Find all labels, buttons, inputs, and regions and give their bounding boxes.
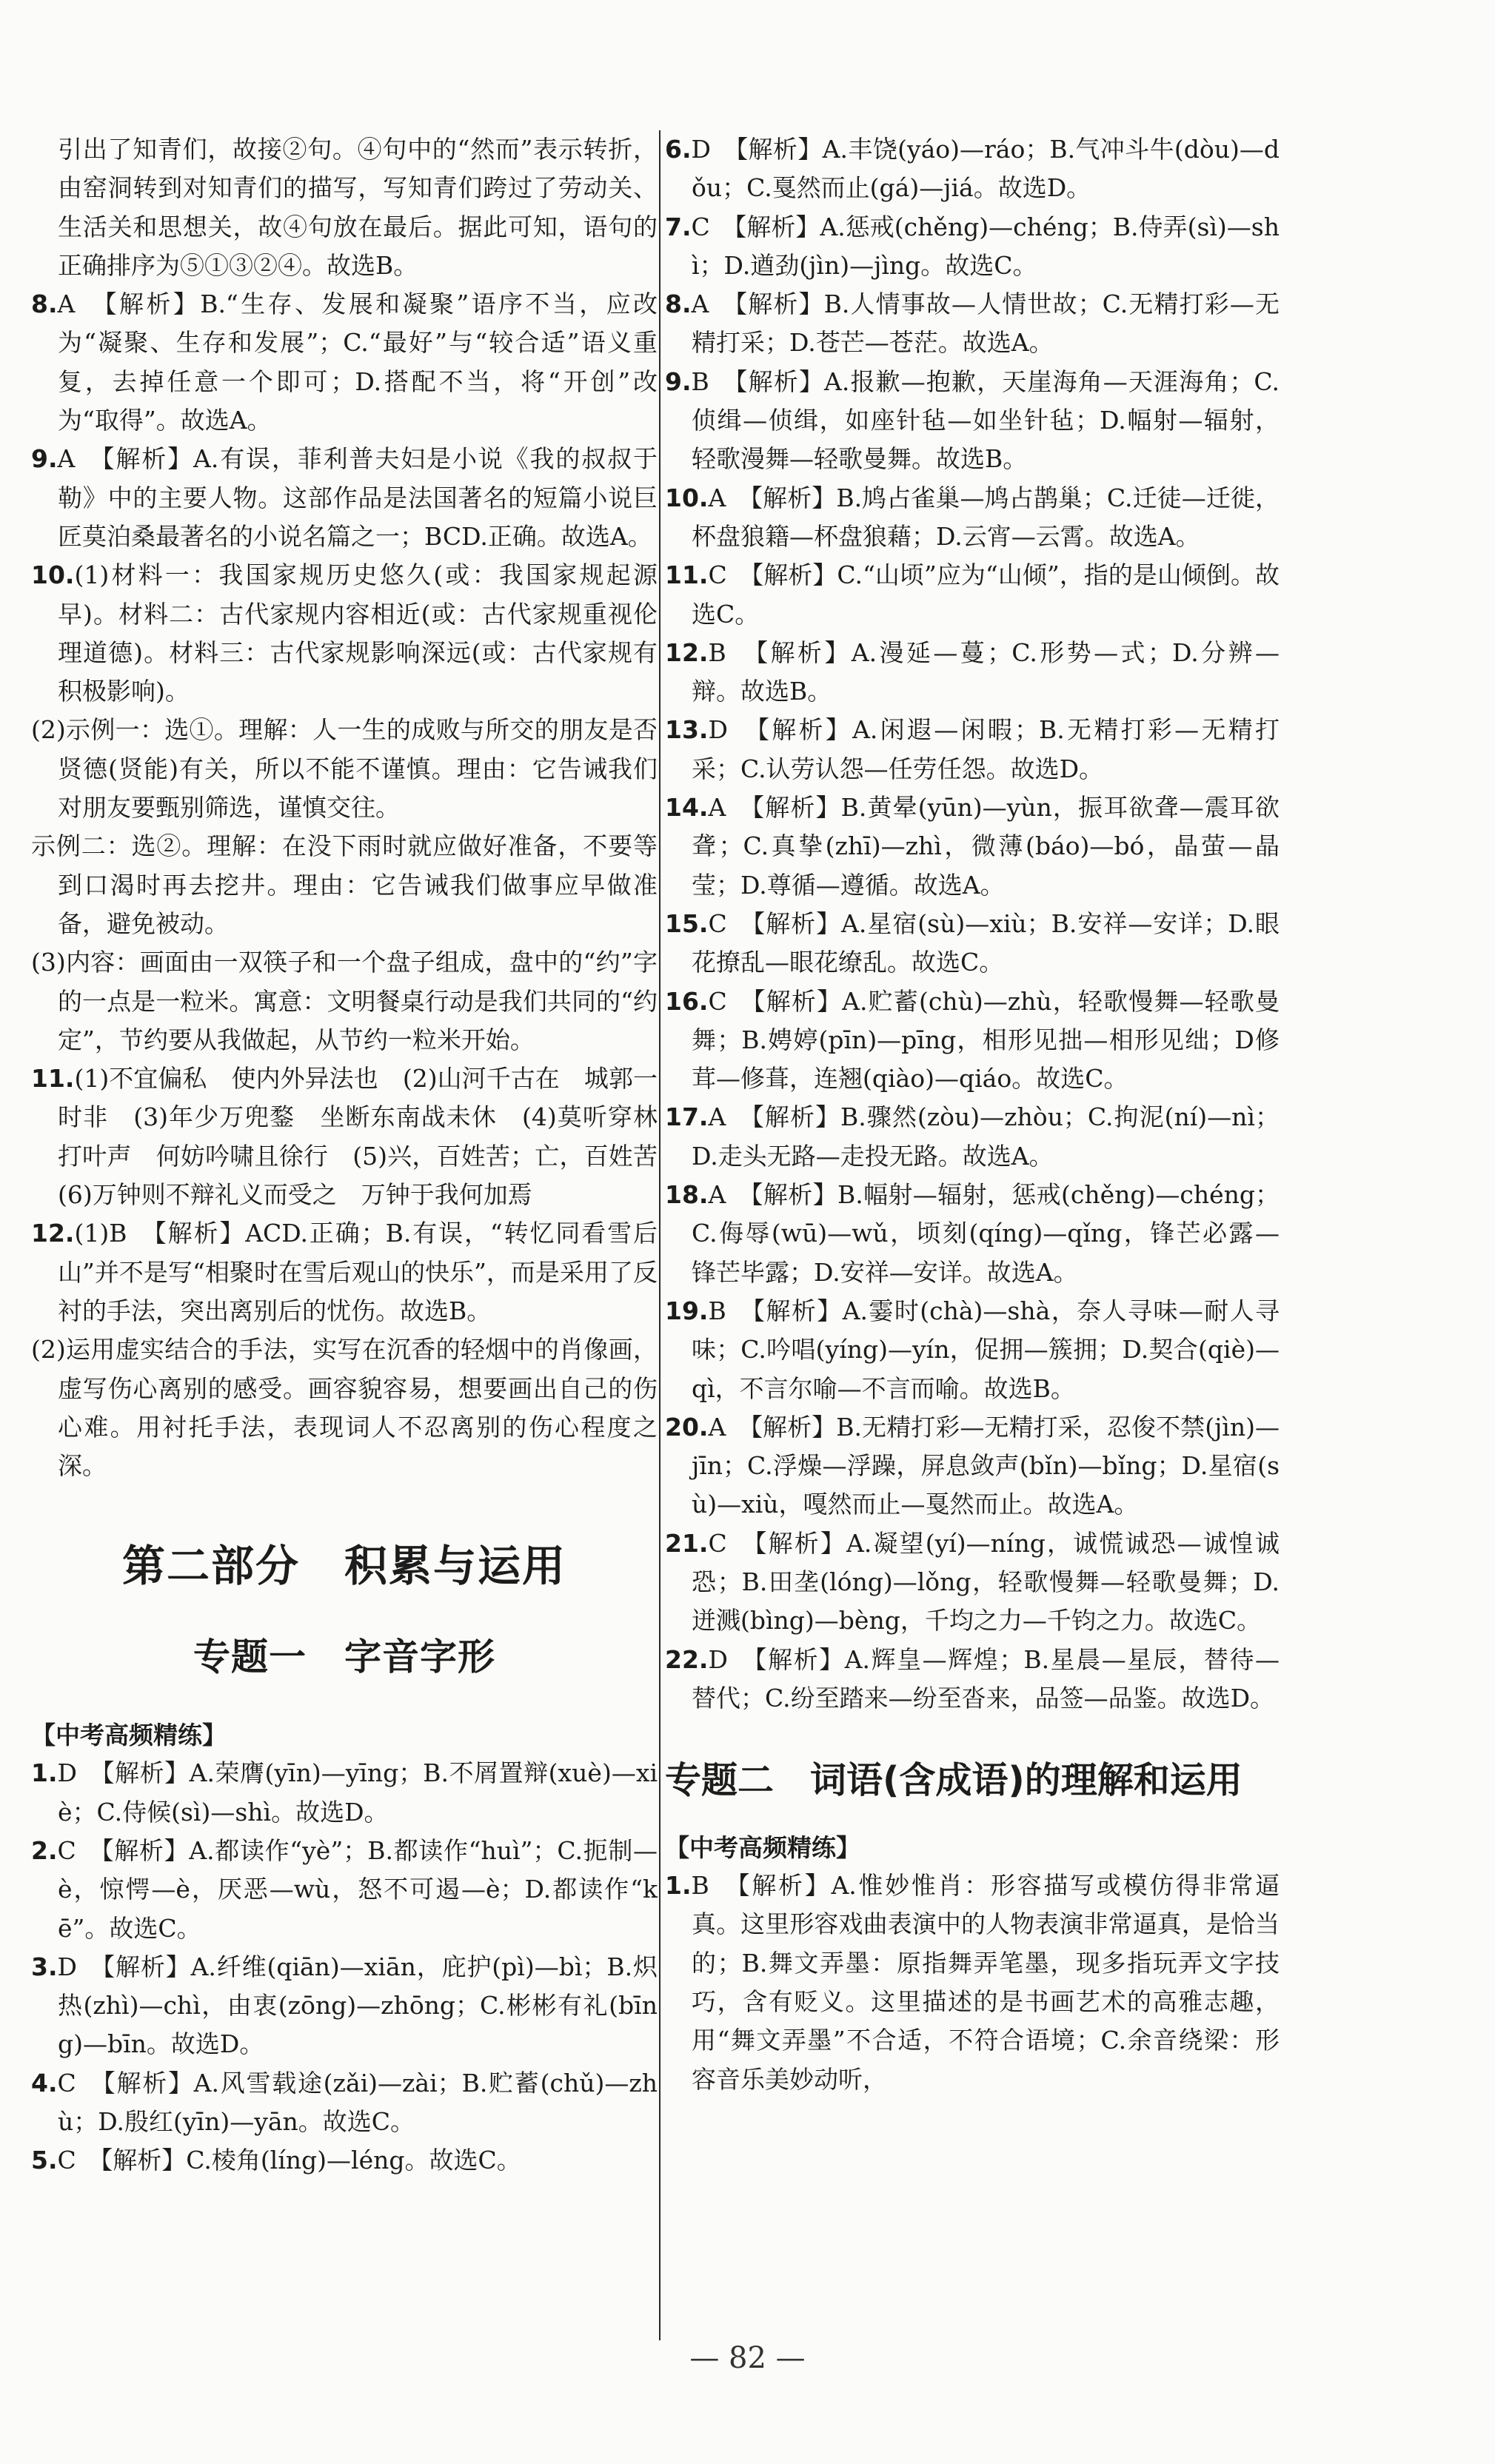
page-number: — 82 — xyxy=(689,2341,806,2375)
answer-item xyxy=(665,130,1280,208)
item-text: 示例二：选②。理解：在没下雨时就应做好准备，不要等到口渴时再去挖井。理由：它告诫我们做事应早做准备，避免被动。 xyxy=(31,831,658,938)
item-number: 18. xyxy=(665,1180,709,1210)
item-number: 1. xyxy=(665,1871,692,1901)
item-number: 14. xyxy=(665,793,709,823)
item-text: C 【解析】A.惩戒(chěng)—chéng；B.侍弄(sì)—shì；D.遒劲(jìn)—jìng。故选C。 xyxy=(691,212,1280,280)
item-text: C 【解析】C.“山顷”应为“山倾”，指的是山倾倒。故选C。 xyxy=(692,560,1280,629)
item-text: (1)材料一：我国家规历史悠久(或：我国家规起源早)。材料二：古代家规内容相近(或：古代家规重视伦理道德)。材料三：古代家规影响深远(或：古代家规有积极影响)。 xyxy=(58,560,658,706)
item-text: B 【解析】A.漫延—蔓；C.形势—式；D.分辨—辩。故选B。 xyxy=(692,637,1280,706)
item-number: 7. xyxy=(665,212,692,241)
right-answer-list xyxy=(665,130,1280,1718)
item-text: D 【解析】A.丰饶(yáo)—ráo；B.气冲斗牛(dòu)—dǒu；C.戛然而止(gá)—jiá。故选D。 xyxy=(691,135,1280,203)
item-number: 19. xyxy=(665,1296,709,1325)
item-text: A 【解析】B.鸠占雀巢—鸠占鹊巢；C.迁徒—迁徙，杯盘狼籍—杯盘狼藉；D.云宵—云霄。故选A。 xyxy=(692,483,1280,551)
item-text: B 【解析】A.报歉—抱歉，天崖海角—天涯海角；C.侦缉—侦缉，如座针毡—如坐针毡；D.幅射—辐射，轻歌漫舞—轻歌曼舞。故选B。 xyxy=(691,366,1280,474)
right-column xyxy=(665,130,1280,2099)
item-number: 21. xyxy=(665,1528,709,1558)
section-tag-2: 【中考高频精练】 xyxy=(665,1833,860,1863)
item-number: 4. xyxy=(31,2068,58,2098)
answer-item xyxy=(31,1330,658,1485)
item-text: B 【解析】A.霎时(chà)—shà，奈人寻味—耐人寻味；C.吟唱(yíng)—yín，促拥—簇拥；D.契合(qiè)—qì，不言尔喻—不言而喻。故选B。 xyxy=(692,1296,1280,1403)
right-answer-list-2 xyxy=(665,1867,1280,2099)
item-text: B 【解析】A.惟妙惟肖：形容描写或模仿得非常逼真。这里形容戏曲表演中的人物表演非常逼真，是恰当的；B.舞文弄墨：原指舞弄笔墨，现多指玩弄文字技巧，含有贬义。这里描述的是书画艺术的高雅志趣，用“舞文弄墨”不合适，不符合语境；C.余音绕梁：形容音乐美妙动听， xyxy=(691,1871,1280,2094)
item-number: 15. xyxy=(665,908,709,938)
item-text: C 【解析】A.凝望(yí)—níng，诚慌诚恐—诚惶诚恐；B.田垄(lóng)—lǒng，轻歌慢舞—轻歌曼舞；D.迸溅(bìng)—bèng，千均之力—千钧之力。故选C。 xyxy=(692,1528,1280,1636)
answer-item xyxy=(31,2141,658,2180)
answer-item xyxy=(31,1059,682,1214)
item-number: 6. xyxy=(665,135,692,164)
item-text: C 【解析】C.棱角(líng)—léng。故选C。 xyxy=(57,2146,521,2175)
item-text: A 【解析】B.黄晕(yūn)—yùn，振耳欲聋—震耳欲聋；C.真挚(zhī)—zhì，微薄(báo)—bó，晶萤—晶莹；D.尊循—遵循。故选A。 xyxy=(692,793,1280,900)
answer-item xyxy=(31,1754,658,1832)
answer-item xyxy=(665,1292,1280,1408)
answer-item xyxy=(665,285,1280,363)
item-number: 17. xyxy=(665,1102,709,1132)
answer-item xyxy=(31,1948,658,2064)
answer-item xyxy=(665,208,1280,286)
answer-item xyxy=(665,905,1280,982)
item-number: 5. xyxy=(31,2146,58,2175)
item-text: (1)B 【解析】ACD.正确；B.有误，“转忆同看雪后山”并不是写“相聚时在雪后观山的快乐”，而是采用了反衬的手法，突出离别后的忧伤。故选B。 xyxy=(58,1219,658,1325)
item-number: 20. xyxy=(665,1412,709,1442)
intro-paragraph: 引出了知青们，故接②句。④句中的“然而”表示转折，由窑洞转到对知青们的描写，写知青们跨过了劳动关、生活关和思想关，故④句放在最后。据此可知，语句的正确排序为⑤①③②④。故选B。 xyxy=(58,135,658,280)
answer-item xyxy=(665,1524,1280,1641)
item-number: 16. xyxy=(665,986,709,1016)
item-text: C 【解析】A.风雪载途(zǎi)—zài；B.贮蓄(chǔ)—zhù；D.殷红(yīn)—yān。故选C。 xyxy=(57,2068,658,2137)
answer-item xyxy=(665,1098,1280,1176)
item-text: D 【解析】A.辉皇—辉煌；B.星晨—星辰，替待—替代；C.纷至踏来—纷至沓来，品签—品鉴。故选D。 xyxy=(692,1644,1280,1713)
item-number: 9. xyxy=(665,366,692,396)
answer-item xyxy=(31,1214,658,1330)
answer-item xyxy=(665,982,1280,1099)
part-title: 第二部分 积累与运用 xyxy=(121,1541,566,1592)
item-text: D 【解析】A.荣膺(yīn)—yīng；B.不屑置辩(xuè)—xiè；C.侍候(sì)—shì。故选D。 xyxy=(57,1758,658,1827)
item-number: 8. xyxy=(665,289,692,319)
item-number: 12. xyxy=(31,1219,75,1248)
section-tag-1: 【中考高频精练】 xyxy=(31,1721,227,1750)
item-number: 9. xyxy=(31,444,58,474)
item-text: (2)示例一：选①。理解：人一生的成败与所交的朋友是否贤德(贤能)有关，所以不能不谨慎。理由：它告诫我们对朋友要甄别筛选，谨慎交往。 xyxy=(31,715,658,823)
item-text: D 【解析】A.闲遐—闲暇；B.无精打彩—无精打采；C.认劳认怨—任劳任怨。故选D。 xyxy=(692,715,1280,783)
item-text: C 【解析】A.星宿(sù)—xiù；B.安祥—安详；D.眼花撩乱—眼花缭乱。故选C。 xyxy=(692,908,1280,977)
item-text: C 【解析】A.都读作“yè”；B.都读作“huì”；C.扼制—è，惊愕—è，厌恶—wù，怒不可遏—è；D.都读作“kē”。故选C。 xyxy=(57,1835,658,1943)
left-column xyxy=(31,130,682,2180)
answer-item xyxy=(31,2064,658,2142)
answer-item xyxy=(665,711,1280,789)
item-number: 10. xyxy=(665,483,709,512)
answer-item xyxy=(31,711,658,827)
item-text: A 【解析】B.“生存、发展和凝聚”语序不当，应改为“凝聚、生存和发展”；C.“最好”与“较合适”语义重复，去掉任意一个即可；D.搭配不当，将“开创”改为“取得”。故选A。 xyxy=(57,289,658,435)
column-divider xyxy=(659,130,660,2340)
answer-item xyxy=(665,363,1280,479)
item-number: 8. xyxy=(31,289,58,319)
item-text: A 【解析】B.骤然(zòu)—zhòu；C.拘泥(ní)—nì；D.走头无路—走投无路。故选A。 xyxy=(692,1102,1280,1171)
item-number: 22. xyxy=(665,1644,709,1674)
item-text: A 【解析】B.幅射—辐射，惩戒(chěng)—chéng；C.侮辱(wū)—wǔ，顷刻(qíng)—qǐng，锋芒必露—锋芒毕露；D.安祥—安详。故选A。 xyxy=(692,1180,1280,1287)
answer-item xyxy=(665,1641,1280,1718)
left-answer-list-2 xyxy=(31,1754,658,2180)
answer-item xyxy=(665,634,1280,712)
item-number: 1. xyxy=(31,1758,58,1788)
item-number: 12. xyxy=(665,637,709,667)
left-answer-list xyxy=(31,285,682,1485)
answer-item xyxy=(665,1867,1280,2099)
item-number: 10. xyxy=(31,560,75,590)
topic-title-1: 专题一 字音字形 xyxy=(193,1636,495,1679)
answer-item xyxy=(31,827,658,943)
answer-item xyxy=(31,285,658,440)
answer-item xyxy=(31,1832,658,1948)
item-text: (3)内容：画面由一双筷子和一个盘子组成，盘中的“约”字的一点是一粒米。寓意：文明餐桌行动是我们共同的“约定”，节约要从我做起，从节约一粒米开始。 xyxy=(31,948,658,1054)
answer-item xyxy=(31,943,658,1059)
item-text: C 【解析】A.贮蓄(chù)—zhù，轻歌慢舞—轻歌曼舞；B.娉婷(pīn)—pīng，相形见拙—相形见绌；D修茸—修葺，连翘(qiào)—qiáo。故选C。 xyxy=(692,986,1280,1094)
answer-item xyxy=(665,1408,1280,1524)
item-text: A 【解析】A.有误，菲利普夫妇是小说《我的叔叔于勒》中的主要人物。这部作品是法国著名的短篇小说巨匠莫泊桑最著名的小说名篇之一；BCD.正确。故选A。 xyxy=(57,444,658,551)
item-number: 11. xyxy=(31,1064,75,1094)
answer-item xyxy=(31,556,658,711)
topic-title-2: 专题二 词语(含成语)的理解和运用 xyxy=(665,1759,1243,1802)
item-text: (1)不宜偏私 使内外异法也 (2)山河千古在 城郭一时非 (3)年少万兜鍪 坐断东南战未休 (4)莫听穿林打叶声 何妨吟啸且徐行 (5)兴，百姓苦；亡，百姓苦 (6)万钟则不辩礼义而受之 万钟于我何加焉 xyxy=(58,1064,682,1210)
answer-item xyxy=(665,556,1280,634)
answer-item xyxy=(31,440,658,556)
answer-item xyxy=(665,789,1280,905)
item-text: A 【解析】B.人情事故—人情世故；C.无精打彩—无精打采；D.苍芒—苍茫。故选A。 xyxy=(691,289,1280,358)
item-text: (2)运用虚实结合的手法，实写在沉香的轻烟中的肖像画，虚写伤心离别的感受。画容貌容易，想要画出自己的伤心难。用衬托手法，表现词人不忍离别的伤心程度之深。 xyxy=(31,1335,658,1481)
item-text: D 【解析】A.纤维(qiān)—xiān，庇护(pì)—bì；B.炽热(zhì)—chì，由衷(zōng)—zhōng；C.彬彬有礼(bīng)—bīn。故选D。 xyxy=(57,1952,658,2059)
item-number: 2. xyxy=(31,1835,58,1865)
item-number: 3. xyxy=(31,1952,58,1981)
item-text: A 【解析】B.无精打彩—无精打采，忍俊不禁(jìn)—jīn；C.浮燥—浮躁，屏息敛声(bǐn)—bǐng；D.星宿(sù)—xiù，嘎然而止—戛然而止。故选A。 xyxy=(692,1412,1280,1519)
item-number: 11. xyxy=(665,560,709,590)
answer-item xyxy=(665,479,1280,557)
answer-item xyxy=(665,1176,1280,1292)
item-number: 13. xyxy=(665,715,709,745)
